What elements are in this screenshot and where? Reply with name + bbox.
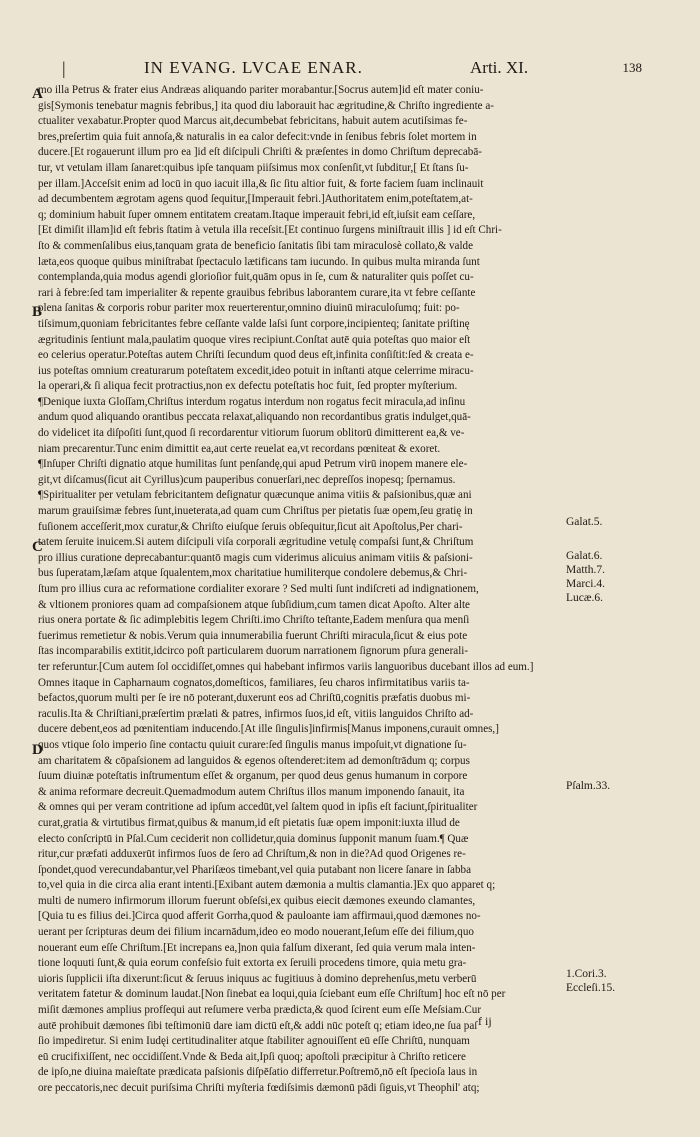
section-letter-c: C <box>32 539 43 555</box>
text-line: ſio impediretur. Si enim Iudęi certitudinaliter atque ſtabiliter agnouiſſent eū eſſe Chriſtū, nunquam <box>38 1035 470 1048</box>
text-line: ritur,cur prӕfati adduxerūt infirmos ſuos de ſero ad Chriſtum,& non in die?Ad quod Origenes re- <box>38 848 466 861</box>
text-line: uerant per ſcripturas deum dei filium incarnādum,ideo eo modo nouerant,Ieſum eſſe dei filium,quo <box>38 926 474 939</box>
running-header <box>52 56 642 80</box>
section-letter-a: A <box>32 86 43 102</box>
margin-note-1-cori-3: 1.Cori.3. <box>566 968 607 980</box>
margin-note-matth-7: Matth.7. <box>566 564 605 576</box>
text-line: andum quod aliquando orantibus peccata relaxat,aliquando non recordantibus gratis indulget,quā- <box>38 411 471 424</box>
text-line: la operari,& ſi aliqua fecit protractius,non ex defectu poteſtatis hoc fuit, ſed propter myſterium. <box>38 380 458 393</box>
article-number: Arti. XI. <box>470 58 529 77</box>
text-line: nouerant eum eſſe Chriſtum.[Et increpans ea,]non quia falſum dixerant, ſed quia verum mala inten- <box>38 941 476 954</box>
text-line: [Quia tu es filius dei.]Circa quod afferit Gorrha,quod & pauloante iam affirmaui,quod dӕmones no- <box>38 910 481 923</box>
text-line: eū crucifixiſſent, nec occidiſſent.Vnde & Beda ait,Ipſi quoq; apoſtoli prӕcipitur à Chriſto reticere <box>38 1050 466 1063</box>
text-line: & vltionem proniores quam ad compaſsionem atque ſubſidium,cum tamen dicat Apoſto. Alter alte <box>38 598 470 611</box>
text-line: curat,gratia & virtutibus firmat,quibus & manum,id eſt pietatis ſuӕ opem imponit:iuxta illud de <box>38 816 460 829</box>
text-line: ſtum pro illius cura ac reformatione cordialiter exorare ? Sed multi ſunt indiſcreti ad indignationem, <box>38 583 479 595</box>
text-line: pro illius curatione deprecabantur:quantō magis cum viderimus alicuius animam vitiis & paſsioni- <box>38 551 473 564</box>
text-line: q; dominium habuit ſuper omnem entitatem creatam.Itaque imperauit febri,id eſt,iuſsit eam ceſſare, <box>38 208 476 221</box>
text-line: rius onera portate & ſic adimplebitis legem Chriſti.imo Chriſto teſtante,Eadem menſura qua menſi <box>38 614 470 627</box>
text-line: veritatem fatetur & dominum laudat.[Non ſinebat ea loqui,quia ſciebant eum eſſe Chriſtum] hoc eſt nō per <box>38 988 506 1001</box>
margin-note-psalm-33: Pſalm.33. <box>566 780 611 792</box>
text-line: multi de numero infirmorum illorum fuerunt obſeſsi,ex quibus eiecit dӕmones exeundo clamantes, <box>38 894 476 907</box>
text-line: tatem ſeruite inuicem.Si autem diſcipuli viſa corporali ӕgritudine vetulę compaſsi ſunt,& Chriſtum <box>38 536 474 549</box>
text-line: git,vt diſcamus(ſicut ait Cyrillus)cum pauperibus conuerſari,nec depreſſos inopesq; ſpernamus. <box>38 473 456 486</box>
folio-number: 138 <box>622 60 642 75</box>
text-line: ¶Inſuper Chriſti dignatio atque humilitas ſunt penſandę,qui apud Petrum virū inopem manere ele- <box>38 458 468 471</box>
text-line: bus ſuperatam,lӕſam atque ſqualentem,mox charitatiue humiliterque condolere debemus,& Chri- <box>38 567 468 580</box>
text-line: tione loquuti ſunt,& quia eorum confeſsio fuit extorta ex ſeruili procedens timore, quia metu gra- <box>38 957 467 970</box>
margin-note-galat-6: Galat.6. <box>566 550 603 562</box>
text-line: ctualiter vexabatur.Propter quod Marcus ait,decumbebat febricitans, habuit autem acutiſsimas fe- <box>38 115 468 128</box>
text-line: lӕta,eos quoque quibus miniſtrabat ſpectaculo lӕtificans tam iucundo. In quibus multa miranda ſunt <box>38 255 480 268</box>
text-line: ore peccatoris,nec decuit puriſsima Chriſti myſteria fœdiſsimis dӕmonū pādi ſiguis,vt Theophil' atq; <box>38 1082 480 1094</box>
text-line: per illam.]Acceſsit enim ad locū in quo iacuit illa,& ſic ſitu altior fuit, & forte faciem ſuam inclinauit <box>38 177 484 190</box>
text-line: tur, vt vetulam illam ſanaret:quibus ipſe tanquam piiſsimus mox conſenſit,vt ſubditur,[ Et ſtans ſu- <box>38 161 469 174</box>
text-line: ter referuntur.[Cum autem ſol occidiſſet,omnes qui habebant infirmos variis languoribus ducebant illos ad eum.] <box>38 660 534 673</box>
text-line: do videlicet ita diſpoſiti ſunt,quod ſi recordarentur vitiorum ſuorum oblitorū dimitterent ea,& ve- <box>38 427 465 440</box>
text-line: ſpondet,quod verecundabantur,vel Phariſӕos timebant,vel quia putabant non licere ſanare in ſabba <box>38 863 471 876</box>
section-letter-d: D <box>32 742 43 758</box>
text-line: contemplanda,quia modus agendi glorioſior fuit,quām opus in ſe, cum & naturaliter quis poſſet cu- <box>38 271 474 284</box>
running-title: IN EVANG. LVCAE ENAR. <box>144 58 363 77</box>
text-line: fuſionem acceſſerit,mox curatur,& Chriſto eiuſque ſeruis obſequitur,ſicut ait Apoſtolus,Per chari- <box>38 520 463 533</box>
text-line: Omnes itaque in Capharnaum cognatos,domeſticos, familiares, ſeu charos infirmitatibus variis ta- <box>38 676 470 689</box>
text-line: autē prohibuit dӕmones ſibi teſtimoniū dare iam dictū eſt,& addi nūc poteſt q; etiam ideo,ne ſua paſ <box>38 1019 478 1032</box>
margin-note-eccles-15: Eccleſi.15. <box>566 982 616 994</box>
text-line: mo illa Petrus & frater eius Andrӕas aliquando pariter morabantur.[Socrus autem]id eſt mater coniu- <box>38 84 484 96</box>
text-line: am charitatem & cōpaſsionem ad languidos & egenos oſtenderet:item ad demonſtrādum q; corpus <box>38 754 470 767</box>
text-line: eo celerius operatur.Poteſtas autem Chriſti ſecundum quod deus eſt,infinita conſiſtit:ſed & creata e- <box>38 349 474 362</box>
margin-note-lucae-6: Lucӕ.6. <box>566 592 604 604</box>
text-line: tiſsimum,quoniam febricitantes febre ceſſante valde laſsi ſunt corpore,incipienteq; ſanitate priſtinę <box>38 317 470 330</box>
section-letter-b: B <box>32 304 43 320</box>
text-line: plena ſanitas & corporis robur pariter mox reuerterentur,omnino diuinū miraculoſumq; fuit: po- <box>38 302 460 315</box>
text-line: & omnes qui per veram contritione ad ipſum accedūt,vel ſaltem quod in ipſis eſt faciunt,ſpiritualiter <box>38 801 478 814</box>
text-line: rari à febre:ſed tam imperialiter & repente grauibus febribus laborantem curare,ita vt febre ceſſante <box>38 286 476 299</box>
signature-mark: f ij <box>478 1014 492 1028</box>
text-line: marum grauiſsimӕ febres ſunt,inueterata,ad quam cum Chriſtus per pietatis ſuӕ opem,ſeu gratię in <box>38 505 473 518</box>
header-rule: | <box>62 58 66 78</box>
text-line: to,vel quia in die circa alia erant intenti.[Exibant autem dӕmonia a multis clamantia.]Ex quo apparet q; <box>38 879 496 892</box>
text-line: ¶Spiritualiter per vetulam febricitantem deſignatur quӕcunque anima vitiis & paſsionibus,quӕ ani <box>38 489 472 502</box>
text-line: bres,preſertim quia fuit annoſa,& naturalis in ea calor defecit:vnde in ſenibus febris ſolet mortem in <box>38 130 477 143</box>
text-line: niam precarentur.Tunc enim dimittit ea,aut certe reuelat ea,vt recordans pœniteat & exoret. <box>38 442 441 455</box>
margin-note-marci-4: Marci.4. <box>566 578 605 590</box>
text-line: miſit dӕmones amplius profſequi aut reſumere verba prӕdicta,& quod ſcirent eum eſſe Meſsiam.Cur <box>38 1004 482 1017</box>
text-line: quos vtique ſolo imperio ſine contactu quiuit curare:ſed ſingulis manus impoſuit,vt dignatione ſu- <box>38 738 467 751</box>
text-line: raculis.Ita & Chriſtiani,prӕſertim prӕlati & patres, infirmos ſuos,id eſt, vitiis languidos Chriſto ad- <box>38 707 474 720</box>
text-line: [Et dimiſit illam]id eſt febris ſtatim à vetula illa receſsit.[Et continuo ſurgens miniſtrauit illis ] id eſt Chri- <box>38 224 502 237</box>
text-line: ſto & commenſalibus eius,tanquam grata de beneficio ſanitatis ſibi tam miraculosè collato,& valde <box>38 239 473 252</box>
text-line: ſuum diuinӕ poteſtatis inſtrumentum eſſet & organum, per quod deus genus humanum in corpore <box>38 770 468 783</box>
margin-note-galat-5: Galat.5. <box>566 516 603 528</box>
text-line: uioris ſupplicii iſta dixerunt:ſicut & ſeruus iniquus ac fugitiuus à domino deprehenſus,metu verberū <box>38 972 477 985</box>
text-line: fuerimus remetietur & nobis.Verum quia innumerabilia fuerunt Chriſti miracula,ſicut & eius pote <box>38 629 468 642</box>
text-line: gis[Symonis tenebatur magnis febribus,] ita quod diu laborauit hac ӕgritudine,& Chriſto ingrediente a- <box>38 99 494 112</box>
body-text <box>38 83 598 1097</box>
text-line: befactos,quorum multi per ſe ire nō poterant,duxerunt eos ad Chriſtū,cognitis prӕfatis duobus mi- <box>38 692 471 705</box>
text-line: ¶Denique iuxta Gloſſam,Chriſtus interdum rogatus interdum non rogatus fecit miracula,ad inſinu <box>38 395 466 408</box>
text-line: de ipſo,ne diuina maieſtate prӕdicata paſsionis diſpēſatio differretur.Poſtremō,nō eſt ſpecioſa laus in <box>38 1066 478 1079</box>
text-line: electo conſcriptū in Pſal.Cum ceciderit non collidetur,quia dominus ſupponit manum ſuam.¶ Quӕ <box>38 832 469 845</box>
text-line: ad decumbentem ӕgrotam agens quod ſequitur,[Imperauit febri.]Authoritatem enim,poteſtatem,at- <box>38 193 473 206</box>
text-line: ӕgritudinis ſentiunt mala,paulatim quoque vires recipiunt.Conſtat autē quia poteſtas quo maior eſt <box>38 333 471 346</box>
text-line: ſtas incomparabilis extitit,idcirco poſt particularem duorum narrationem ſignorum pſura generali- <box>38 645 469 658</box>
text-line: ius poteſtas omnium creaturarum poteſtatem excedit,ideo potuit in inſtanti atque celerrime miracu- <box>38 364 474 377</box>
text-line: ducere.[Et rogauerunt illum pro ea ]id eſt diſcipuli Chriſti & prӕſentes in domo Chriſtum deprecabā- <box>38 146 482 159</box>
text-line: ducere debent,eos ad pœnitentiam inducendo.[At ille ſingulis]infirmis[Manus imponens,curauit omnes,] <box>38 723 499 736</box>
text-line: & anima reformare decreuit.Quemadmodum autem Chriſtus illos manum imponendo ſanauit, ita <box>38 785 465 798</box>
